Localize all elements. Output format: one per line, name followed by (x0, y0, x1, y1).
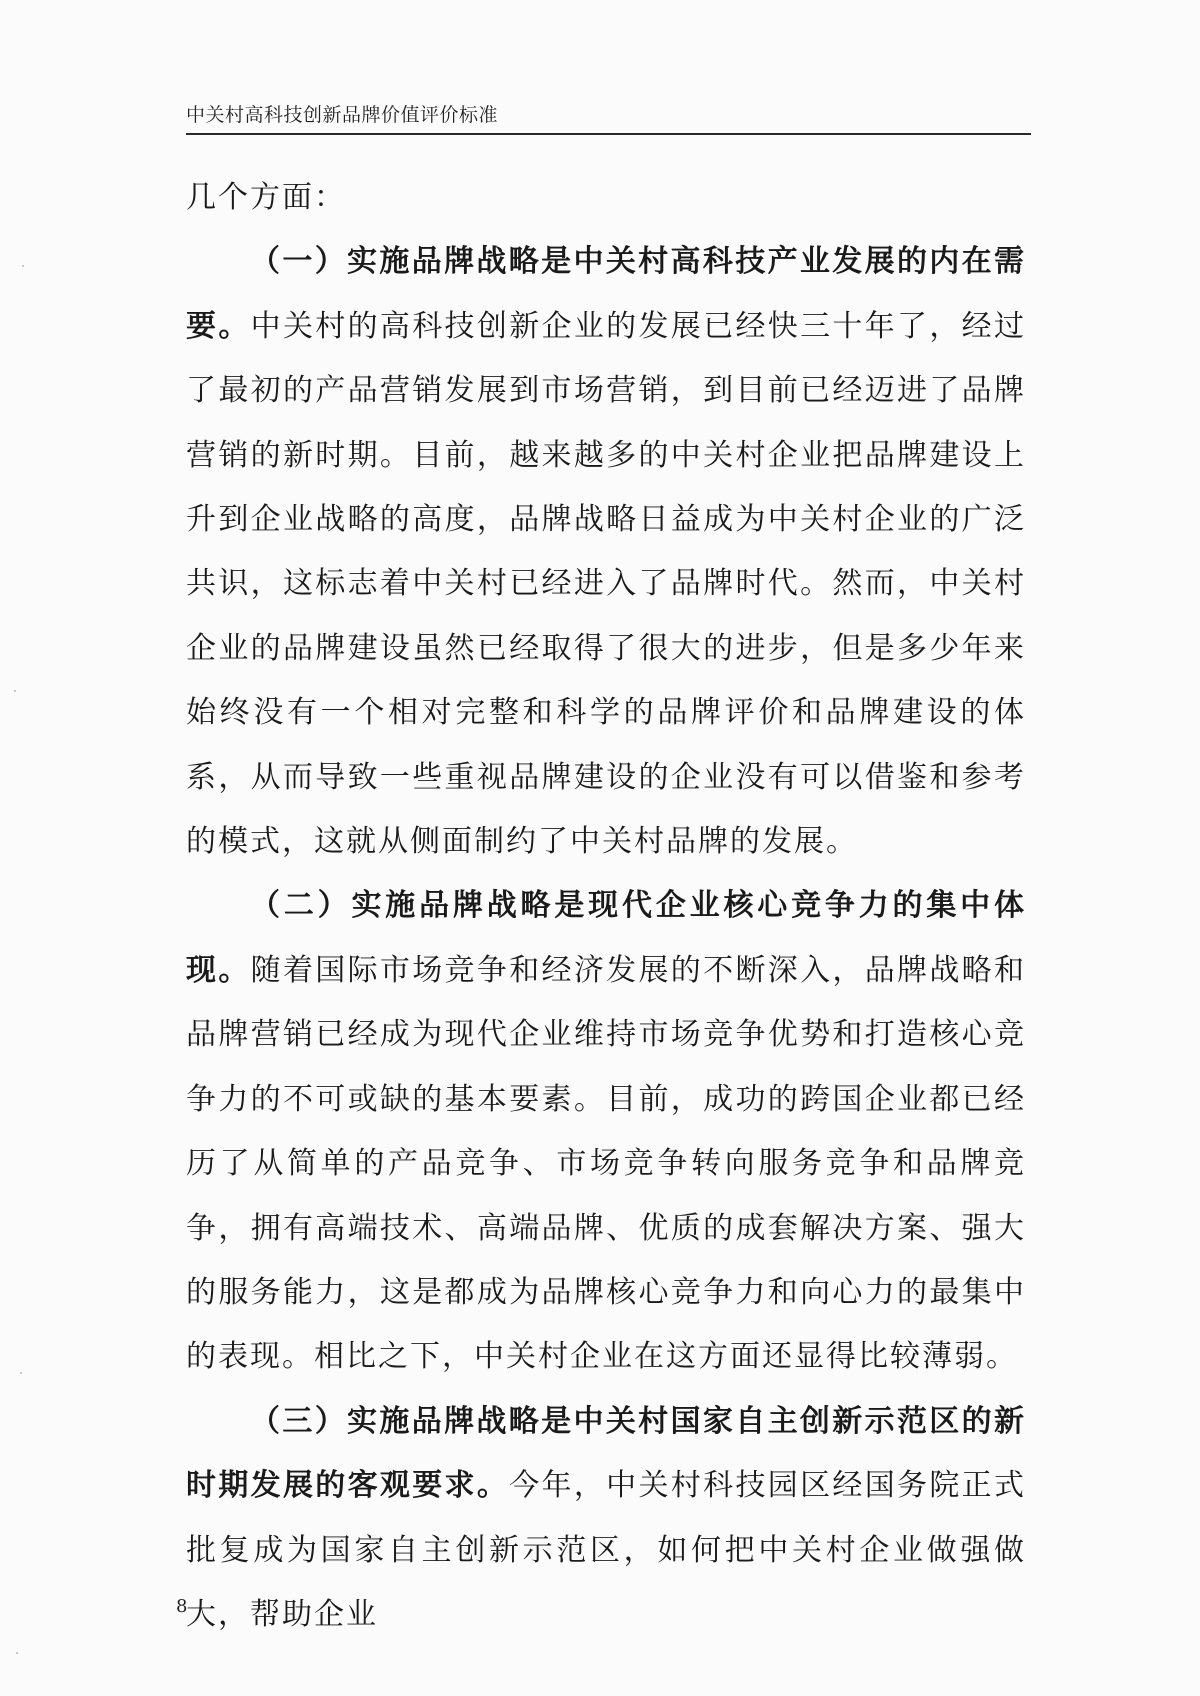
scan-speck (22, 265, 24, 267)
paragraph-text: 几个方面： (186, 180, 346, 215)
scan-speck (20, 1372, 22, 1374)
paragraph-text: 随着国际市场竞争和经济发展的不断深入，品牌战略和品牌营销已经成为现代企业维持市场竞争优势和打造核心竞争力的不可或缺的基本要素。目前，成功的跨国企业都已经历了从简单的产品竞争、市场竞争转向服务竞争和品牌竞争，拥有高端技术、高端品牌、优质的成套解决方案、强大的服务能力，这是都成为品牌核心竞争力和向心力的最集中的表现。相比之下，中关村企业在这方面还显得比较薄弱。 (186, 952, 1026, 1375)
paragraph-section-2 (186, 874, 1026, 1389)
paragraph-section-3 (186, 1390, 1026, 1648)
paragraph-text: 今年，中关村科技园区经国务院正式批复成为国家自主创新示范区，如何把中关村企业做强做大，帮助企业 (186, 1468, 1027, 1632)
paragraph-section-1 (186, 230, 1026, 874)
section-heading: （一）实施品牌战略是中关村高科技产业发展的内在需要。 (186, 244, 1026, 344)
body-text (186, 166, 1026, 1647)
scan-speck (16, 1652, 18, 1654)
page-number: 8 (176, 1596, 188, 1617)
running-header: 中关村高科技创新品牌价值评价标准 (186, 104, 499, 126)
section-heading: （三）实施品牌战略是中关村国家自主创新示范区的新时期发展的客观要求。 (186, 1403, 1026, 1504)
paragraph-continuation (186, 166, 1026, 230)
scan-speck (14, 690, 16, 692)
header-rule (186, 133, 1031, 135)
paragraph-text: 中关村的高科技创新企业的发展已经快三十年了，经过了最初的产品营销发展到市场营销，到目前已经迈进了品牌营销的新时期。目前，越来越多的中关村企业把品牌建设上升到企业战略的高度，品牌战略日益成为中关村企业的广泛共识，这标志着中关村已经进入了品牌时代。然而，中关村企业的品牌建设虽然已经取得了很大的进步，但是多少年来始终没有一个相对完整和科学的品牌评价和品牌建设的体系，从而导致一些重视品牌建设的企业没有可以借鉴和参考的模式，这就从侧面制约了中关村品牌的发展。 (186, 308, 1026, 860)
section-heading: （二）实施品牌战略是现代企业核心竞争力的集中体现。 (186, 888, 1026, 988)
